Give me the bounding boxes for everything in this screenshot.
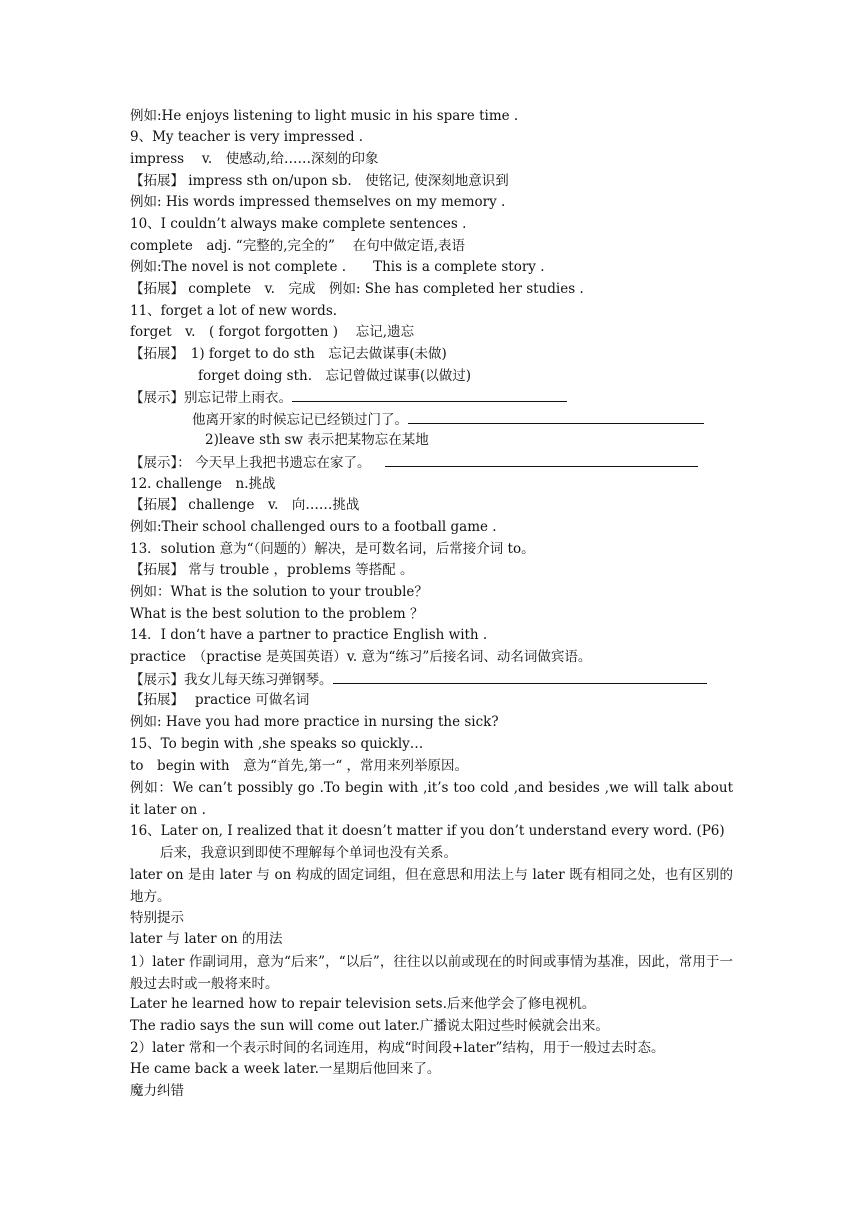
exercise-prompt: 【展示】： 今天早上我把书遗忘在家了。 [130,455,371,471]
text-line: 14．I don‘t have a partner to practice English with . [130,627,488,643]
text-line: 【拓展】 常与 trouble ，problems 等搭配 。 [130,562,414,578]
section-heading: later 与 later on 的用法 [130,931,283,947]
text-line: 12. challenge n.挑战 [130,476,276,492]
text-line: 【拓展】 challenge v. 向……挑战 [130,497,360,513]
text-paragraph: later on 是由 later 与 on 构成的固定词组，但在意思和用法上与 later 既有相同之处，也有区别的地方。 [130,867,733,905]
answer-blank[interactable] [333,669,707,684]
text-line: 例如：What is the solution to your trouble？ [130,584,428,600]
text-line: 例如:The novel is not complete . This is a complete story . [130,259,545,275]
exercise-line [192,409,704,430]
exercise-line [130,387,567,408]
answer-blank[interactable] [292,387,567,402]
text-line: Later he learned how to repair television sets.后来他学会了修电视机。 [130,996,596,1012]
exercise-line [130,452,698,473]
text-line: He came back a week later.一星期后他回来了。 [130,1061,441,1077]
text-line: impress v. 使感动,给……深刻的印象 [130,151,379,167]
section-heading: 特别提示 [130,910,184,926]
text-line: 2）later 常和一个表示时间的名词连用，构成“时间段+later”结构，用于一般过去时态。 [130,1040,665,1056]
exercise-line [130,669,707,690]
text-line: 13．solution 意为“（问题的）解决，是可数名词，后常接介词 to。 [130,541,535,557]
exercise-prompt: 【展示】别忘记带上雨衣。 [130,390,292,406]
text-line: 例如: His words impressed themselves on my memory . [130,194,506,210]
text-line: 【拓展】 impress sth on/upon sb. 使铭记, 使深刻地意识到 [130,173,509,189]
text-line: 11、forget a lot of new words. [130,303,338,319]
text-line: 例如:He enjoys listening to light music in his spare time . [130,108,519,124]
answer-blank[interactable] [408,409,704,424]
section-heading: 魔力纠错 [130,1083,184,1099]
text-line: 后来，我意识到即使不理解每个单词也没有关系。 [160,845,457,861]
text-line: forget v. ( forgot forgotten ) 忘记,遗忘 [130,324,415,340]
text-line: The radio says the sun will come out later.广播说太阳过些时候就会出来。 [130,1018,609,1034]
text-line: forget doing sth. 忘记曾做过谋事(以做过) [198,368,472,384]
text-line: 【拓展】 complete v. 完成 例如: She has completed her studies . [130,281,584,297]
text-line: 10、I couldn’t always make complete sentences . [130,216,467,232]
exercise-prompt: 【展示】我女儿每天练习弹钢琴。 [130,672,333,688]
text-line: to begin with 意为“首先,第一“ ，常用来列举原因。 [130,758,469,774]
exercise-prompt: 他离开家的时候忘记已经锁过门了。 [192,412,408,428]
text-line: 2)leave sth sw 表示把某物忘在某地 [205,432,429,448]
text-paragraph: 1）later 作副词用，意为“后来”，“以后”，往往以以前或现在的时间或事情为基准，因此，常用于一般过去时或一般将来时。 [130,954,733,992]
text-line: 例如: Have you had more practice in nursing the sick? [130,714,499,730]
text-line: What is the best solution to the problem ？ [130,606,424,622]
text-line: 【拓展】 practice 可做名词 [130,692,310,708]
text-line: 【拓展】 1) forget to do sth 忘记去做谋事(未做) [130,346,447,362]
answer-blank[interactable] [385,452,698,467]
text-line: 9、My teacher is very impressed . [130,129,364,145]
text-line: 16、Later on, I realized that it doesn’t matter if you don’t understand every word. (P6) [130,823,725,839]
text-line: 例如:Their school challenged ours to a football game . [130,519,497,535]
text-line: practice （practise 是英国英语）v. 意为“练习”后接名词、动名词做宾语。 [130,649,592,665]
text-line: 15、To begin with ,she speaks so quickly… [130,736,424,752]
text-line: complete adj. “完整的,完全的” 在句中做定语,表语 [130,238,465,254]
text-paragraph: 例如：We can’t possibly go .To begin with ,it’s too cold ,and besides ,we will talk about it later on . [130,780,733,818]
